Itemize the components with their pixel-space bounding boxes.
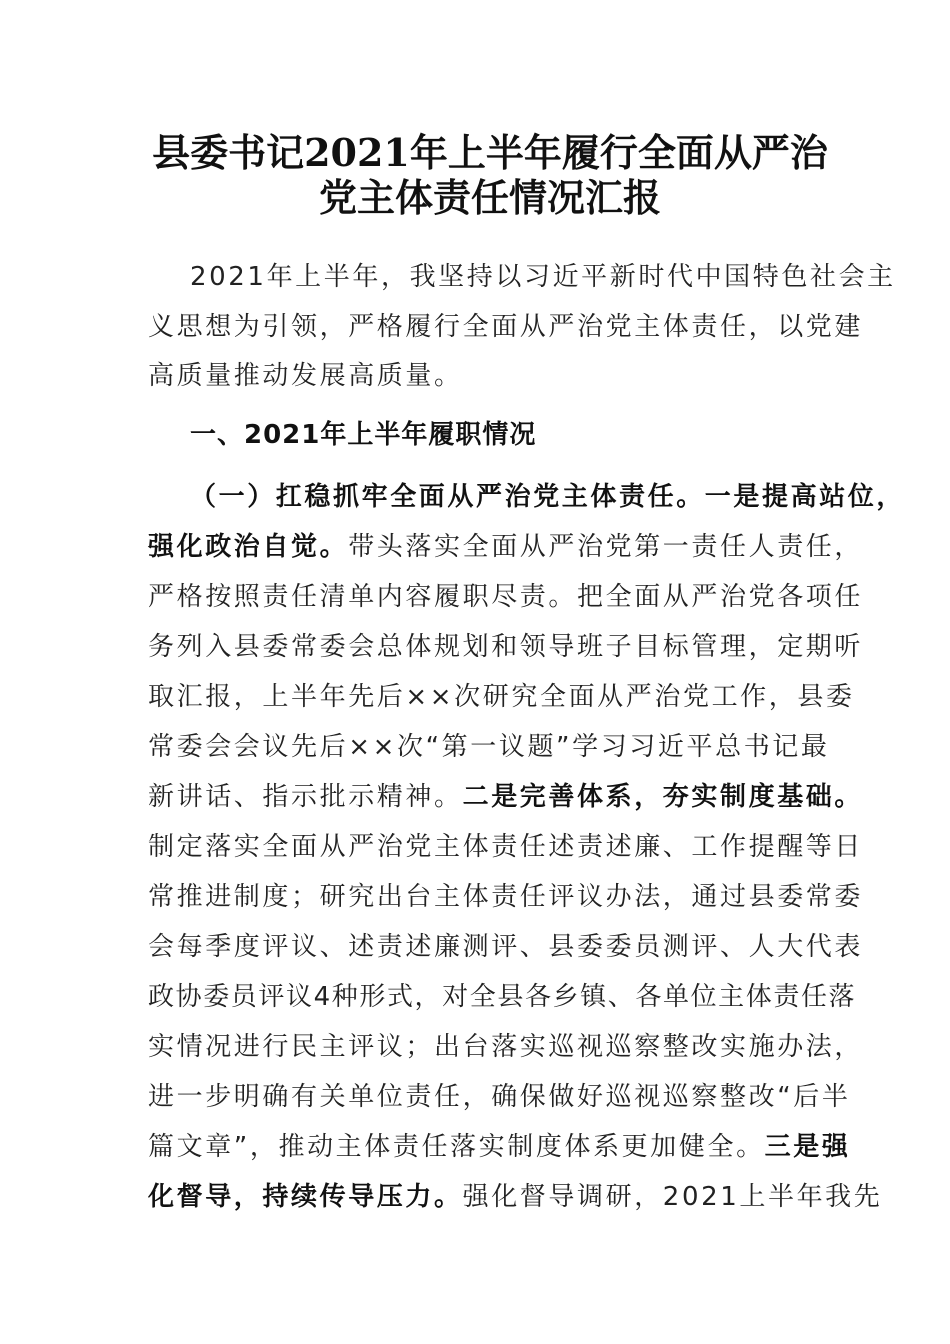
paragraph-line-5: 取汇报，上半年先后××次研究全面从严治党工作，县委 <box>148 682 855 712</box>
paragraph-line-7 <box>148 780 864 814</box>
paragraph-line-15 <box>148 1180 883 1214</box>
intro-line-1: 2021年上半年，我坚持以习近平新时代中国特色社会主 <box>190 262 896 292</box>
bold-phrase: 二是完善体系，夯实制度基础。 <box>462 782 864 812</box>
paragraph-line-3: 严格按照责任清单内容履职尽责。把全面从严治党各项任 <box>148 582 864 612</box>
paragraph-line-11: 政协委员评议4种形式，对全县各乡镇、各单位主体责任落 <box>148 982 857 1012</box>
text-run: 带头落实全面从严治党第一责任人责任， <box>348 532 864 562</box>
paragraph-line-14 <box>148 1130 851 1164</box>
paragraph-line-8: 制定落实全面从严治党主体责任述责述廉、工作提醒等日 <box>148 832 864 862</box>
paragraph-line-6: 常委会会议先后××次“第一议题”学习习近平总书记最 <box>148 732 830 762</box>
text-run: 篇文章”，推动主体责任落实制度体系更加健全。 <box>148 1132 765 1162</box>
subsection-1-line-1: （一）扛稳抓牢全面从严治党主体责任。一是提高站位， <box>190 482 906 512</box>
intro-line-3: 高质量推动发展高质量。 <box>148 361 463 391</box>
document-title-line-1: 县委书记2021年上半年履行全面从严治 <box>152 130 828 175</box>
paragraph-line-4: 务列入县委常委会总体规划和领导班子目标管理，定期听 <box>148 632 864 662</box>
bold-phrase: 强化政治自觉。 <box>148 532 349 562</box>
paragraph-line-10: 会每季度评议、述责述廉测评、县委委员测评、人大代表 <box>148 932 864 962</box>
paragraph-line-2 <box>148 530 864 564</box>
section-heading-1: 一、2021年上半年履职情况 <box>190 420 537 450</box>
bold-phrase: 三是强 <box>764 1132 851 1162</box>
document-title-line-2: 党主体责任情况汇报 <box>318 175 661 220</box>
intro-line-2: 义思想为引领，严格履行全面从严治党主体责任，以党建 <box>148 312 864 342</box>
paragraph-line-13: 进一步明确有关单位责任，确保做好巡视巡察整改“后半 <box>148 1082 851 1112</box>
bold-phrase: 化督导，持续传导压力。 <box>148 1182 463 1212</box>
paragraph-line-12: 实情况进行民主评议；出台落实巡视巡察整改实施办法， <box>148 1032 864 1062</box>
text-run: 新讲话、指示批示精神。 <box>148 782 463 812</box>
paragraph-line-9: 常推进制度；研究出台主体责任评议办法，通过县委常委 <box>148 882 864 912</box>
text-run: 强化督导调研，2021上半年我先 <box>462 1182 883 1212</box>
